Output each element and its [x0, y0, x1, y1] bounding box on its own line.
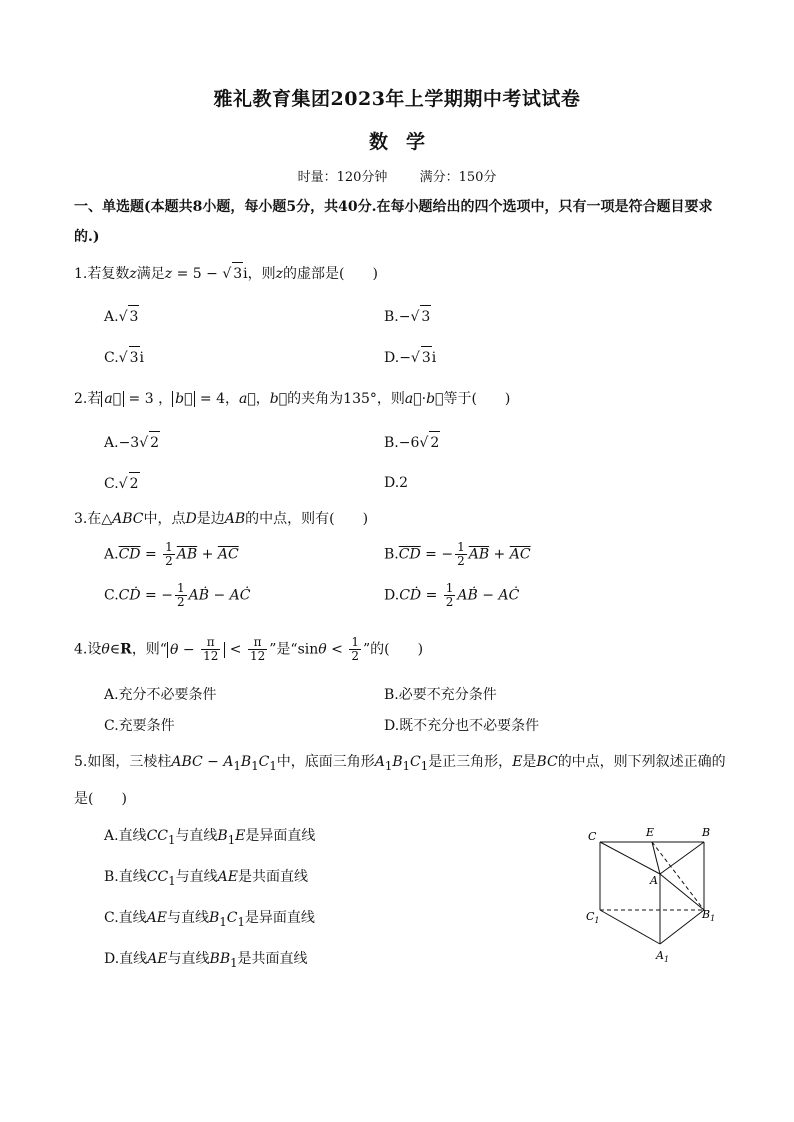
section-title — [74, 192, 726, 252]
question-4: 4.设θ∈R，则“ θ − $\frac{\pi}{12}$ < $\frac{\pi}{12}$ ”是“sinθ < $\frac{1}{2}$ ”的( ) — [74, 635, 424, 663]
q1-option-a[interactable]: A.√ 3 — [104, 305, 139, 328]
q4-option-b[interactable]: B.必要不充分条件 — [384, 687, 497, 703]
question-3: 3.在△ABC中，点D是边AB的中点，则有( ) — [74, 511, 369, 527]
q2-option-c[interactable]: C.√ 2 — [104, 472, 140, 495]
q5-option-c[interactable]: C.直线AE与直线$B_1C_1$是异面直线 — [104, 910, 315, 929]
exam-subject: 数学 — [368, 131, 443, 153]
section-title-line2: 的.) — [74, 229, 100, 245]
q1-option-b[interactable]: B.−√ 3 — [384, 305, 431, 328]
label-E: E — [646, 826, 655, 839]
q3-option-b[interactable]: $B.\overline{CD}$ = − $\frac{1}{2}$ $\overline{AB} + \overline{AC}$ — [384, 540, 531, 568]
q3-option-c[interactable]: C.CḊ = − $\frac{1}{2}$ AḂ − AĊ — [104, 581, 251, 609]
q2-option-a[interactable]: A.−3√ 2 — [104, 431, 160, 454]
prism-figure — [582, 822, 722, 970]
q4-option-d[interactable]: D.既不充分也不必要条件 — [384, 718, 540, 734]
q5-option-b[interactable]: B.直线$CC_1$与直线AE是共面直线 — [104, 869, 308, 888]
label-C1: $C_1$ — [586, 910, 600, 925]
question-5-cont: 是( ) — [74, 791, 127, 807]
q4-option-c[interactable]: C.充要条件 — [104, 718, 175, 734]
exam-title: 雅礼教育集团2023年上学期期中考试试卷 — [213, 88, 581, 110]
q1-option-d[interactable]: D.−√ 3i — [384, 346, 436, 369]
q2-option-d[interactable]: D.2 — [384, 475, 409, 491]
q5-option-a[interactable]: A.直线$CC_1$与直线$B_1E$是异面直线 — [104, 828, 316, 847]
q3-option-a[interactable]: $A.\overline{CD}$ = $\frac{1}{2}$ $\overline{AB} + \overline{AC}$ — [104, 540, 239, 568]
exam-time: 时量：120分钟 — [297, 170, 388, 185]
q4-option-a[interactable]: A.充分不必要条件 — [104, 687, 217, 703]
q1-option-c[interactable]: C.√ 3i — [104, 346, 144, 369]
exam-meta — [0, 166, 794, 185]
label-A1: $A_1$ — [656, 949, 670, 964]
question-2: 2.若 a⃗ = 3 ， b⃗ = 4，a⃗，b⃗的夹角为135°，则a⃗·b⃗等于( ) — [74, 391, 511, 407]
label-B1: $B_1$ — [702, 908, 716, 923]
section-title-line1: 一、单选题(本题共8小题，每小题5分，共40分.在每小题给出的四个选项中，只有一项是符合题目要求 — [74, 199, 713, 215]
label-A: A — [650, 874, 658, 887]
label-B: B — [702, 826, 711, 839]
question-5: 5.如图，三棱柱ABC − $A_1B_1C_1$中，底面三角形$A_1B_1C_1$是正三角形，E是BC的中点，则下列叙述正确的 — [74, 754, 726, 773]
exam-score: 满分：150分 — [419, 170, 497, 185]
q3-option-d[interactable]: D.CḊ = $\frac{1}{2}$ AḂ − AĊ — [384, 581, 520, 609]
q5-option-d[interactable]: D.直线AE与直线$BB_1$是共面直线 — [104, 951, 308, 970]
q2-option-b[interactable]: B.−6√ 2 — [384, 431, 440, 454]
question-1: 1.若复数z满足z = 5 − √ 3i，则z的虚部是( ) — [74, 262, 726, 285]
label-C: C — [588, 830, 597, 843]
